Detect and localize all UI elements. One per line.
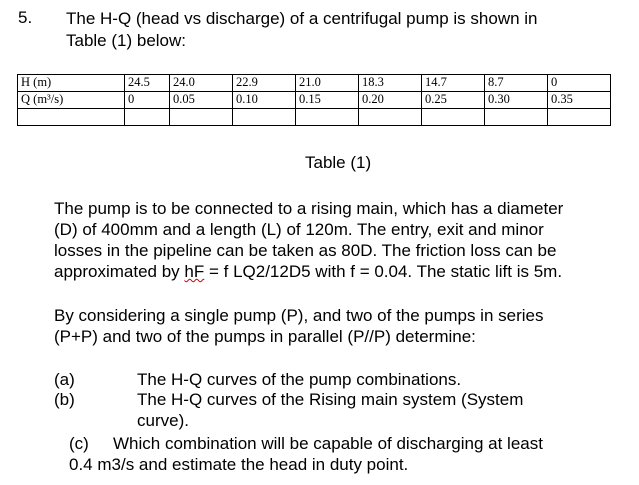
table-cell: 24.0 [170, 75, 233, 92]
paragraph-line: (P+P) and two of the pumps in parallel (P//P) determine: [54, 327, 476, 346]
table-row-discharge [18, 92, 611, 109]
table-cell-empty [233, 109, 296, 126]
table-cell-empty [485, 109, 548, 126]
table-cell: 0 [125, 92, 170, 109]
paragraph-line: (D) of 400mm and a length (L) of 120m. The entry, exit and minor [54, 220, 544, 239]
table-row-label: Q (m³/s) [18, 92, 125, 109]
table-cell-empty [359, 109, 422, 126]
table-cell-empty [170, 109, 233, 126]
table-cell: 0.20 [359, 92, 422, 109]
table-cell: 14.7 [422, 75, 485, 92]
table-cell: 21.0 [296, 75, 359, 92]
item-b-text [137, 389, 617, 431]
question-intro-line-2: Table (1) below: [66, 31, 187, 50]
paragraph-line: losses in the pipeline can be taken as 80D. The friction loss can be [54, 241, 557, 260]
table-cell: 18.3 [359, 75, 422, 92]
paragraph-text: approximated by [54, 262, 185, 281]
question-number: 5. [18, 8, 33, 27]
table-caption: Table (1) [305, 153, 372, 172]
table-cell: 0.05 [170, 92, 233, 109]
question-intro-line-1: The H-Q (head vs discharge) of a centrifugal pump is shown in [66, 9, 538, 28]
hq-table [17, 74, 611, 126]
table-cell-empty [422, 109, 485, 126]
table-cell: 0 [548, 75, 611, 92]
question-intro [66, 8, 626, 52]
item-a-text: The H-Q curves of the pump combinations. [137, 370, 462, 389]
item-b-label: (b) [54, 390, 75, 409]
paragraph-text: = f LQ2/12D5 with f = 0.04. The static lift is 5m. [204, 262, 563, 281]
paragraph-line: By considering a single pump (P), and two of the pumps in series [54, 306, 544, 325]
item-a-label: (a) [54, 370, 75, 389]
item-c-line-2: 0.4 m3/s and estimate the head in duty point. [69, 455, 409, 474]
item-c-line-1: Which combination will be capable of discharging at least [113, 434, 543, 453]
paragraph-pump-description [54, 198, 624, 282]
item-c-label: (c) [69, 434, 89, 453]
table-cell: 0.35 [548, 92, 611, 109]
table-cell: 24.5 [125, 75, 170, 92]
table-cell-empty [548, 109, 611, 126]
friction-loss-symbol: hF [184, 262, 205, 281]
table-cell: 0.25 [422, 92, 485, 109]
paragraph-line: The pump is to be connected to a rising main, which has a diameter [54, 199, 564, 218]
table-row-empty [18, 109, 611, 126]
table-cell: 0.10 [233, 92, 296, 109]
item-b-line-1: The H-Q curves of the Rising main system (System [137, 390, 524, 409]
table-cell: 0.30 [485, 92, 548, 109]
table-cell: 8.7 [485, 75, 548, 92]
paragraph-combinations [54, 305, 624, 347]
paragraph-line [54, 261, 624, 282]
table-cell: 0.15 [296, 92, 359, 109]
table-row-head [18, 75, 611, 92]
table-cell-empty [125, 109, 170, 126]
table-cell: 22.9 [233, 75, 296, 92]
item-b-line-2: curve). [137, 411, 189, 430]
table-row-label: H (m) [18, 75, 125, 92]
table-cell-empty [296, 109, 359, 126]
table-cell-empty [18, 109, 125, 126]
